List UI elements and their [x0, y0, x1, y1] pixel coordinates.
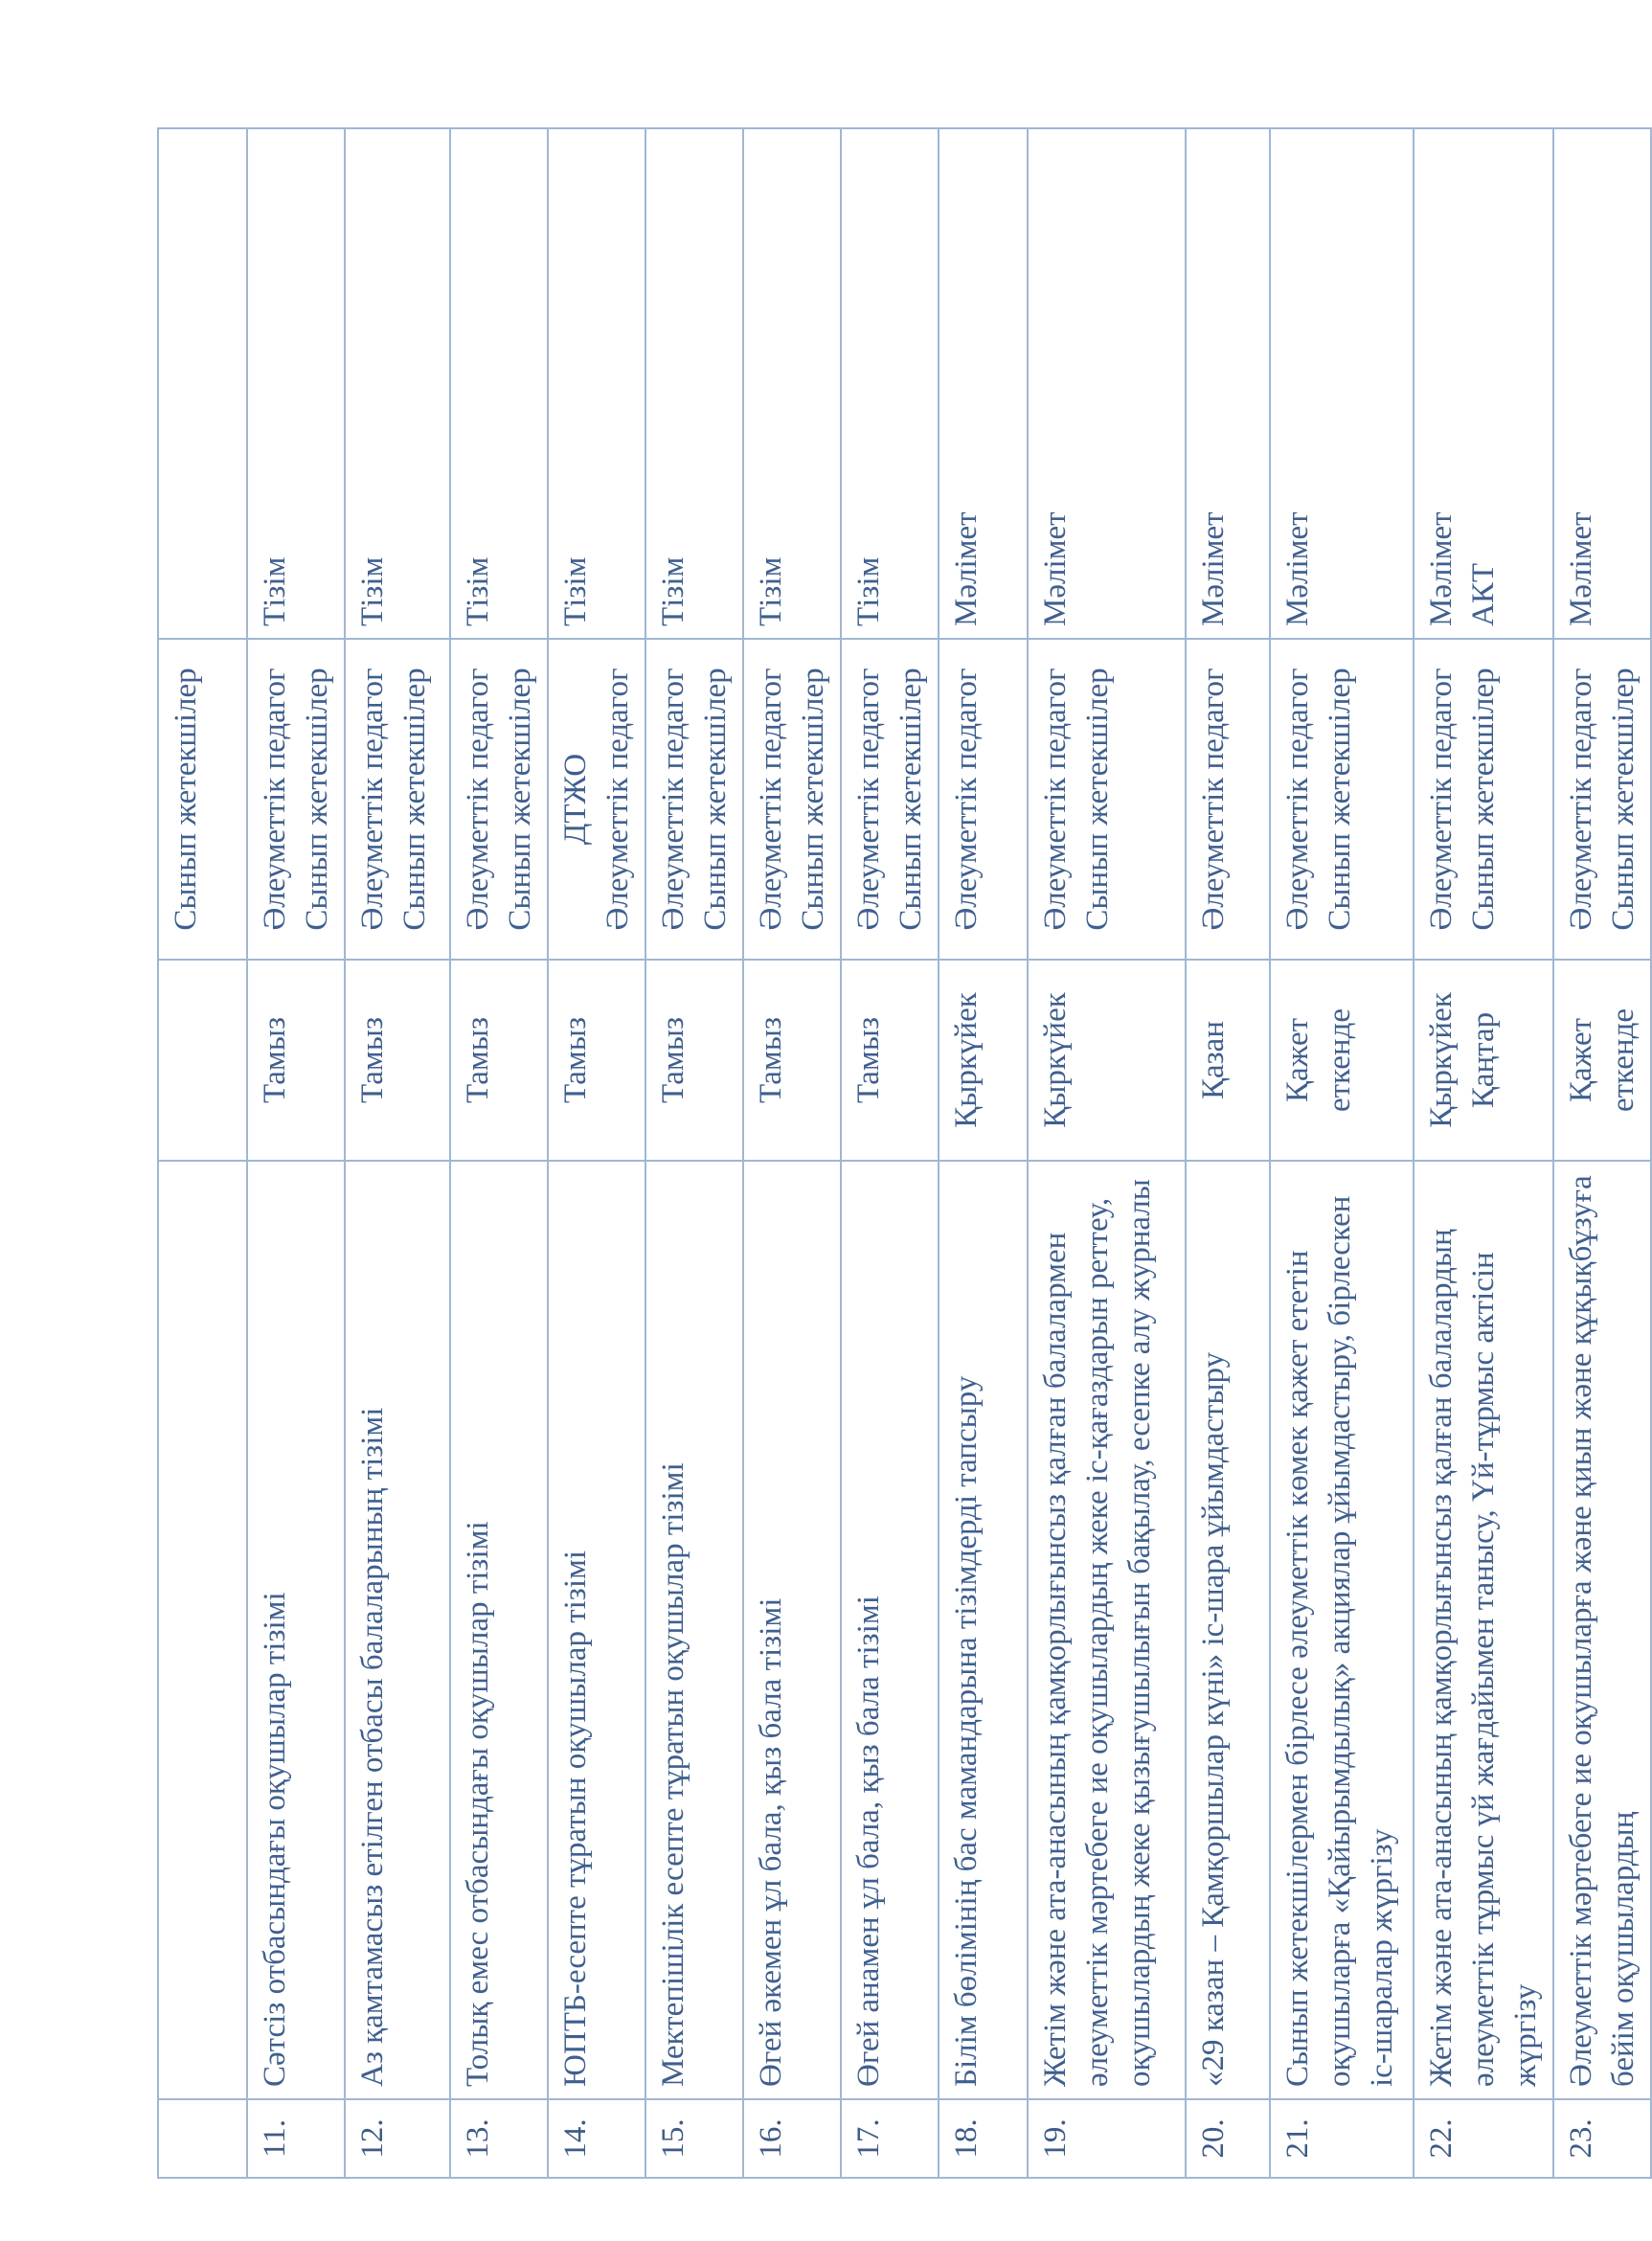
responsible-cell — [1186, 639, 1270, 960]
responsible-line: Сынып жетекшілер — [894, 668, 928, 931]
activity-cell: Сәтсіз отбасындағы оқушылар тізімі — [247, 1161, 345, 2099]
document-cell: Тізім — [548, 128, 645, 639]
activity-cell: Мектепішілік есепте тұратын оқушылар тізімі — [645, 1161, 743, 2099]
responsible-line: Әлеуметтік педагог — [754, 668, 788, 931]
header-period-cell — [158, 960, 247, 1161]
period-line: Қаңтар — [1466, 1011, 1501, 1109]
period-cell: Тамыз — [743, 960, 841, 1161]
row-number: 14. — [548, 2099, 645, 2178]
responsible-line: Әлеуметтік педагог — [1196, 668, 1231, 931]
responsible-line: Әлеуметтік педагог — [1424, 668, 1459, 931]
document-cell: Тізім — [743, 128, 841, 639]
table-row — [1553, 128, 1651, 2178]
table-row — [939, 128, 1028, 2178]
header-row — [158, 128, 247, 2178]
rotated-document — [157, 129, 1651, 2179]
activity-cell: Өгей анамен ұл бала, қыз бала тізімі — [841, 1161, 939, 2099]
period-cell: Қажет еткенде — [1553, 960, 1651, 1161]
document-cell: Мәлімет — [1553, 128, 1651, 639]
row-number: 11. — [247, 2099, 345, 2178]
document-cell: Тізім — [345, 128, 450, 639]
period-cell: Тамыз — [548, 960, 645, 1161]
responsible-line: Әлеуметтік педагог — [851, 668, 886, 931]
responsible-line: Әлеуметтік педагог — [656, 668, 690, 931]
table-row — [841, 128, 939, 2178]
responsible-cell — [1270, 639, 1414, 960]
activity-cell: «29 казан – Қамқоршылар күні» іс-шара ұйымдастыру — [1186, 1161, 1270, 2099]
work-plan-table — [157, 127, 1652, 2179]
period-cell: Қазан — [1186, 960, 1270, 1161]
responsible-line: Сынып жетекшілер — [698, 668, 733, 931]
responsible-line: Сынып жетекшілер — [1323, 668, 1357, 931]
document-cell: Тізім — [841, 128, 939, 639]
responsible-cell — [841, 639, 939, 960]
responsible-line: Сынып жетекшілер — [397, 668, 432, 931]
responsible-line: Әлеуметтік педагог — [1564, 668, 1598, 931]
header-activity-cell — [158, 1161, 247, 2099]
row-number: 13. — [450, 2099, 548, 2178]
activity-cell: Жетім және ата-анасының қамқорлығынсыз қалған балалардың әлеуметтік тұрмыс үй жағдайымен танысу, Үй-тұрмыс актісін жүргізу — [1414, 1161, 1553, 2099]
row-number: 17. — [841, 2099, 939, 2178]
table-row — [1270, 128, 1414, 2178]
period-cell: Тамыз — [450, 960, 548, 1161]
table-row — [345, 128, 450, 2178]
responsible-cell — [939, 639, 1028, 960]
table-row — [247, 128, 345, 2178]
row-number: 19. — [1028, 2099, 1186, 2178]
activity-cell: ЮПТБ-есепте тұратын оқушылар тізімі — [548, 1161, 645, 2099]
document-cell: Тізім — [247, 128, 345, 639]
table-row — [1028, 128, 1186, 2178]
period-cell: Тамыз — [247, 960, 345, 1161]
responsible-line: Әлеуметтік педагог — [949, 668, 984, 931]
period-cell: Қыркүйек — [1028, 960, 1186, 1161]
responsible-line: Сынып жетекшілер — [1606, 668, 1641, 931]
header-num-cell — [158, 2099, 247, 2178]
responsible-line: Сынып жетекшілер — [1466, 668, 1501, 931]
responsible-line: Әлеуметтік педагог — [1038, 668, 1073, 931]
header-responsible-cell: Сынып жетекшілер — [158, 639, 247, 960]
responsible-line: Әлеуметтік педагог — [461, 668, 495, 931]
responsible-line: Сынып жетекшілер — [300, 668, 334, 931]
row-number: 21. — [1270, 2099, 1414, 2178]
period-line: Қыркүйек — [1424, 992, 1459, 1128]
period-cell: Тамыз — [645, 960, 743, 1161]
table-row — [645, 128, 743, 2178]
responsible-line: ДТЖО — [558, 753, 593, 846]
table-row — [1186, 128, 1270, 2178]
period-cell: Тамыз — [345, 960, 450, 1161]
period-cell: Тамыз — [841, 960, 939, 1161]
period-cell — [1414, 960, 1553, 1161]
responsible-cell — [345, 639, 450, 960]
table-body — [158, 128, 1651, 2178]
responsible-cell — [1028, 639, 1186, 960]
responsible-cell — [247, 639, 345, 960]
responsible-line: Әлеуметтік педагог — [1280, 668, 1315, 931]
responsible-cell — [1414, 639, 1553, 960]
document-cell — [1414, 128, 1553, 639]
responsible-cell — [645, 639, 743, 960]
activity-cell: Сынып жетекшілермен бірлесе әлеуметтік көмек қажет ететін оқушыларға «Қайырымдылық» акциялар ұйымдастыру, бірлескен іс-шаралар жүргізу — [1270, 1161, 1414, 2099]
responsible-cell — [743, 639, 841, 960]
period-cell: Қыркүйек — [939, 960, 1028, 1161]
table-row — [743, 128, 841, 2178]
row-number: 22. — [1414, 2099, 1553, 2178]
table-row — [1414, 128, 1553, 2178]
document-line: АКТ — [1466, 563, 1501, 626]
activity-cell: Жетім және ата-анасының қамқорлығынсыз қалған балалармен әлеуметтік мәртебеге ие оқушылардың жеке іс-қағаздарын реттеу, оқушылардың жеке қызығушылығын бақылау, есепке алу журналы — [1028, 1161, 1186, 2099]
table-row — [450, 128, 548, 2178]
responsible-cell — [450, 639, 548, 960]
row-number: 15. — [645, 2099, 743, 2178]
responsible-line: Әлеуметтік педагог — [355, 668, 390, 931]
document-cell: Мәлімет — [939, 128, 1028, 639]
responsible-cell — [1553, 639, 1651, 960]
row-number: 20. — [1186, 2099, 1270, 2178]
responsible-line: Сынып жетекшілер — [1080, 668, 1115, 931]
activity-cell: Аз қамтамасыз етілген отбасы балаларының тізімі — [345, 1161, 450, 2099]
period-cell: Қажет еткенде — [1270, 960, 1414, 1161]
document-cell: Тізім — [450, 128, 548, 639]
responsible-line: Әлеуметтік педагог — [258, 668, 292, 931]
document-cell: Мәлімет — [1028, 128, 1186, 639]
document-cell: Тізім — [645, 128, 743, 639]
row-number: 16. — [743, 2099, 841, 2178]
activity-cell: Өгей әкемен ұл бала, қыз бала тізімі — [743, 1161, 841, 2099]
responsible-line: Әлеуметтік педагог — [600, 668, 635, 931]
table-row — [548, 128, 645, 2178]
row-number: 18. — [939, 2099, 1028, 2178]
document-cell: Мәлімет — [1270, 128, 1414, 639]
row-number: 12. — [345, 2099, 450, 2178]
row-number: 23. — [1553, 2099, 1651, 2178]
responsible-cell — [548, 639, 645, 960]
activity-cell: Білім бөлімінің бас мамандарына тізімдерді тапсыру — [939, 1161, 1028, 2099]
activity-cell: Әлеуметтік мәртебеге ие оқушыларға және қиын және құқықбұзуға бейім оқушылардың — [1553, 1161, 1651, 2099]
activity-cell: Толық емес отбасындағы оқушылар тізімі — [450, 1161, 548, 2099]
header-document-cell — [158, 128, 247, 639]
responsible-line: Сынып жетекшілер — [503, 668, 537, 931]
document-cell: Мәлімет — [1186, 128, 1270, 639]
document-line: Мәлімет — [1424, 511, 1459, 626]
responsible-line: Сынып жетекшілер — [796, 668, 830, 931]
